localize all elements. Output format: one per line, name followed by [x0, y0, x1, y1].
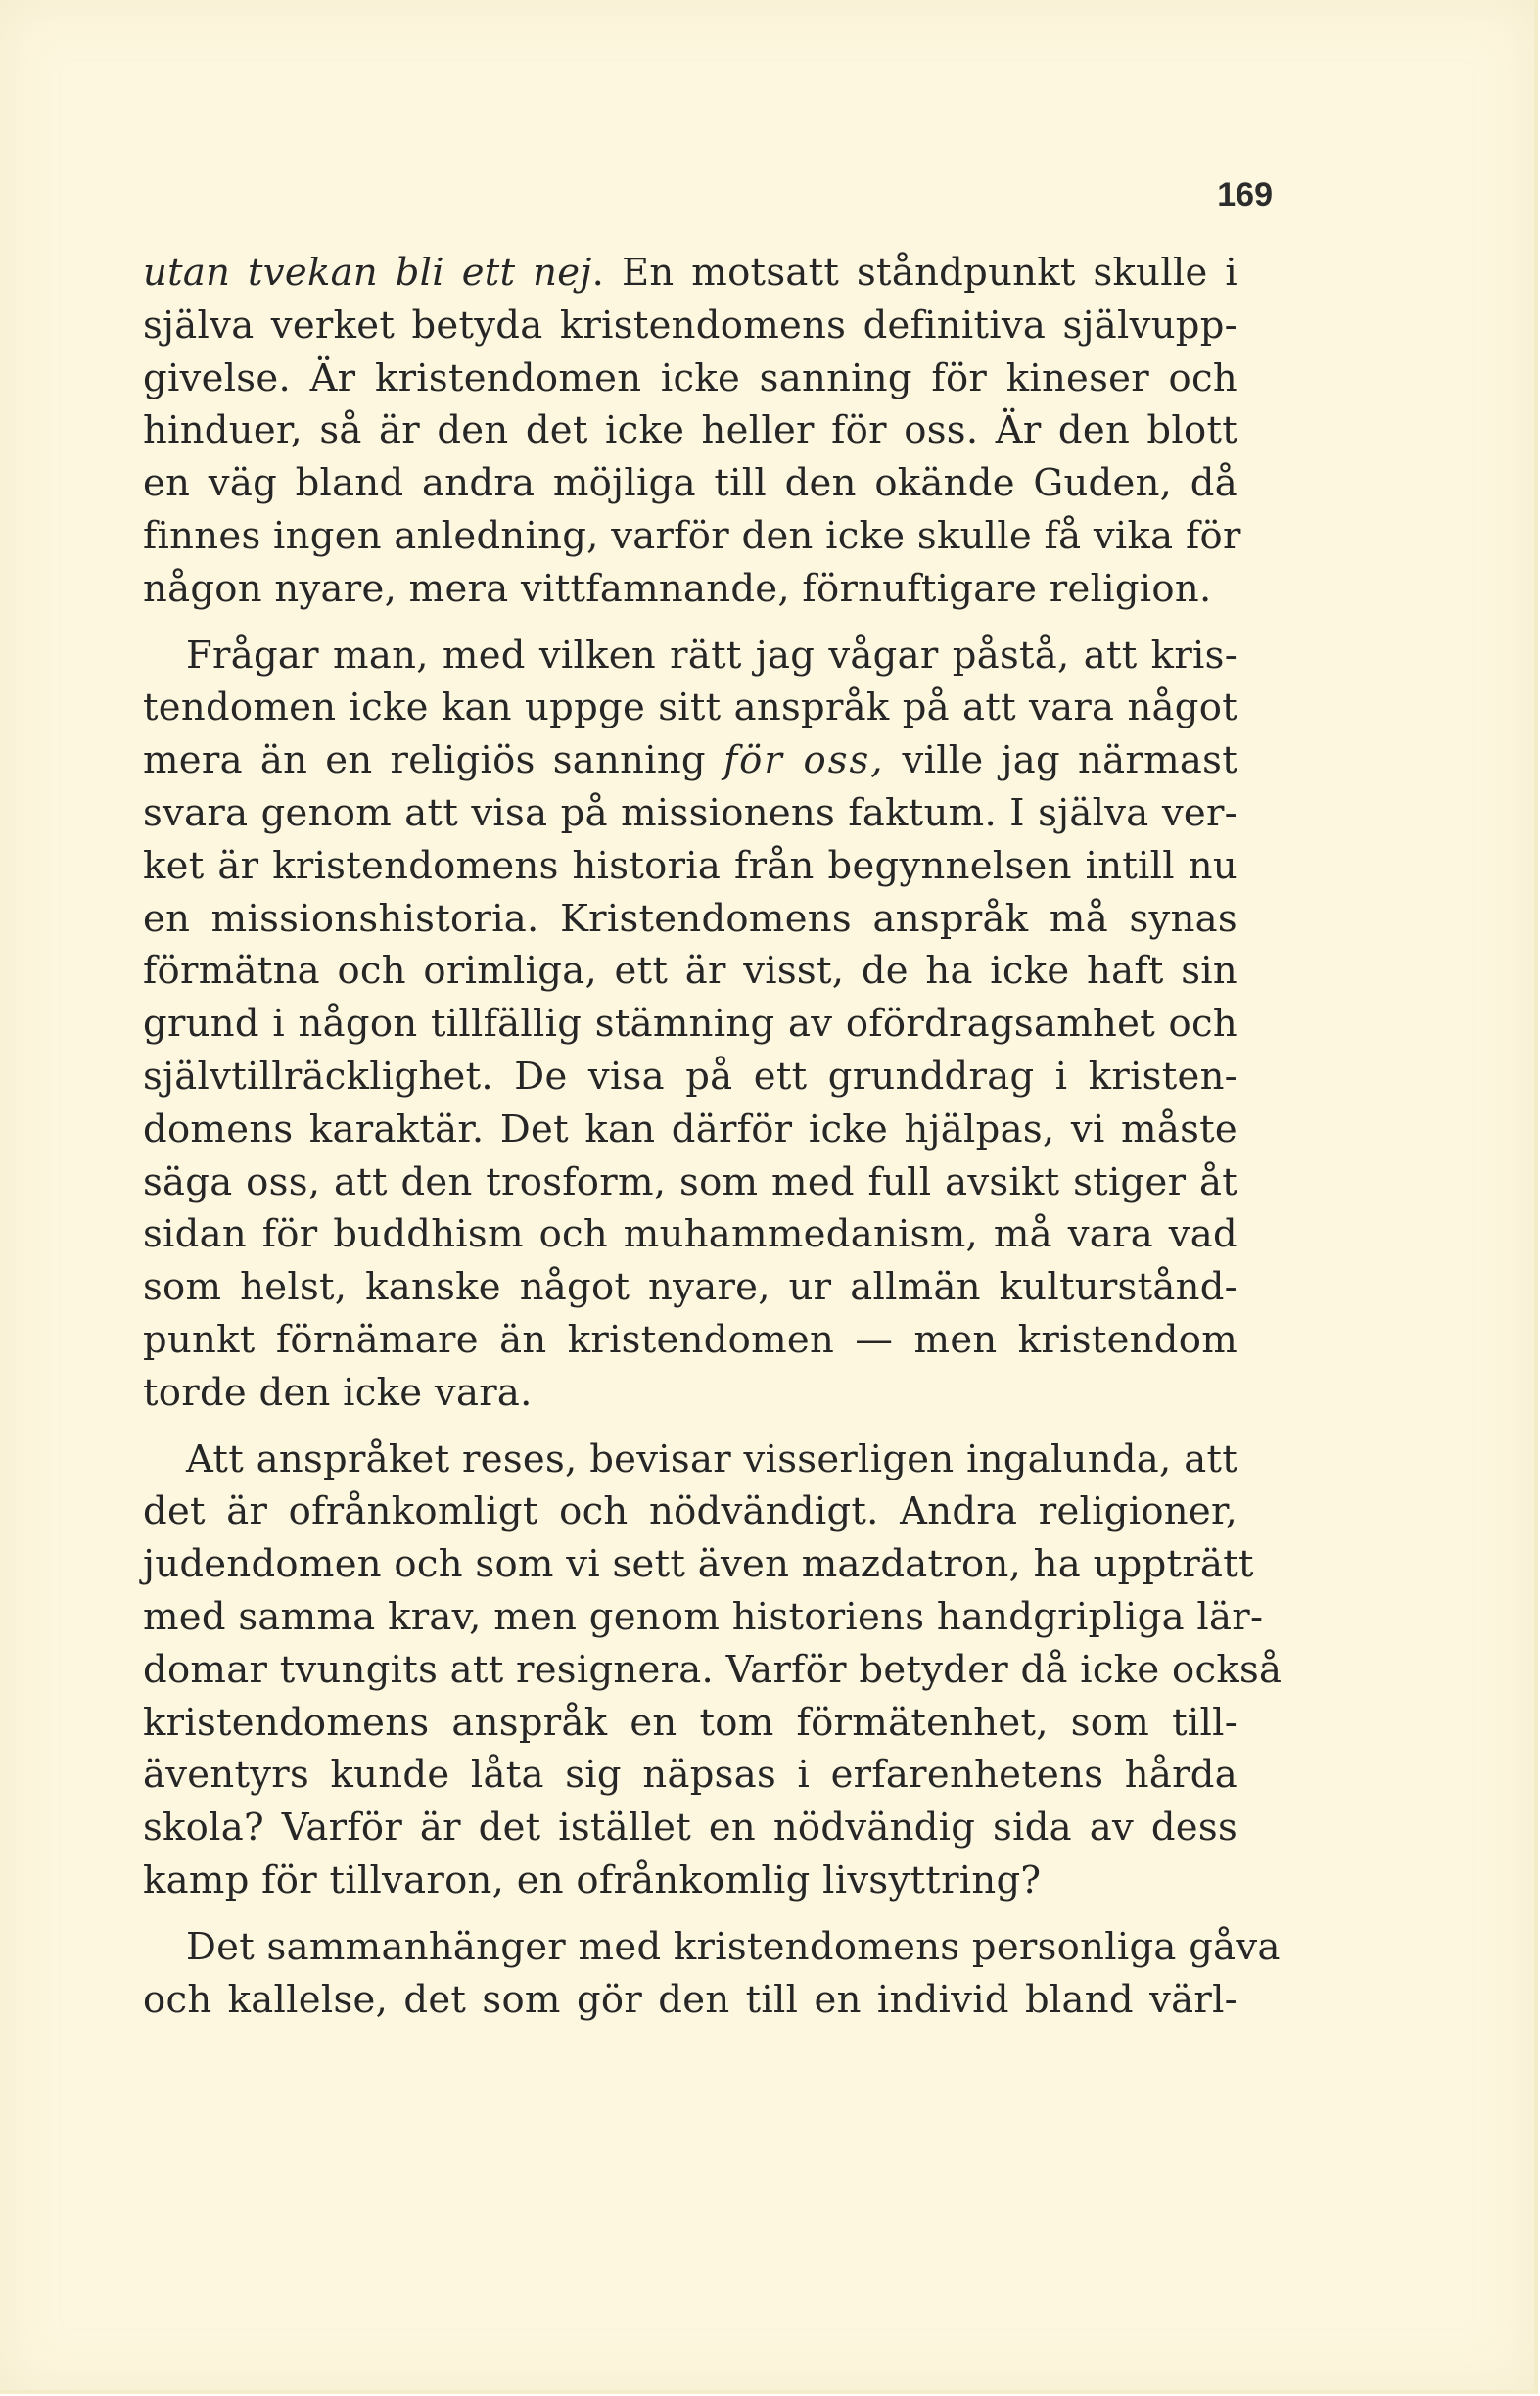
- text-line: [143, 300, 1237, 352]
- text-segment: Att anspråket reses, bevisar visserligen ingalunda, att: [186, 1436, 1237, 1481]
- text-segment: förmätna och orimliga, ett är visst, de ha icke haft sin: [143, 949, 1237, 994]
- text-line: [143, 1051, 1237, 1104]
- text-segment: domens karaktär. Det kan därför icke hjälpas, vi måste: [143, 1106, 1237, 1151]
- text-line: [143, 352, 1237, 405]
- text-line: [143, 1314, 1237, 1367]
- text-line: [143, 630, 1237, 682]
- text-segment: kristendomens anspråk en tom förmätenhet, som till-: [143, 1700, 1237, 1745]
- page-number: 169: [1217, 176, 1273, 213]
- text-segment: äventyrs kunde låta sig näpsas i erfarenhetens hårda: [143, 1753, 1237, 1798]
- text-segment: judendomen och som vi sett även mazdatron, ha uppträtt: [143, 1542, 1254, 1587]
- text-segment: som helst, kanske något nyare, ur allmän kulturstånd-: [143, 1265, 1237, 1310]
- text-line: [143, 1367, 1237, 1420]
- text-segment: en missionshistoria. Kristendomens anspråk må synas: [143, 896, 1237, 941]
- text-segment: det är ofrånkomligt och nödvändigt. Andra religioner,: [143, 1489, 1237, 1534]
- text-segment: finnes ingen anledning, varför den icke skulle få vika för: [143, 513, 1241, 558]
- text-segment: skola? Varför är det istället en nödvändig sida av dess: [143, 1806, 1237, 1851]
- text-line: [143, 840, 1237, 893]
- text-segment: själva verket betyda kristendomens definitiva självupp-: [143, 303, 1237, 348]
- text-line: [143, 1802, 1237, 1855]
- text-segment: givelse. Är kristendomen icke sanning för kineser och: [143, 355, 1237, 400]
- text-line: [143, 1644, 1283, 1697]
- text-segment: . En motsatt ståndpunkt skulle i: [591, 251, 1237, 295]
- text-line: [143, 1104, 1237, 1156]
- text-line: [143, 681, 1237, 734]
- paragraph: [143, 247, 1241, 616]
- text-segment: ville jag närmast: [884, 738, 1237, 783]
- text-line: [143, 563, 1237, 616]
- text-line: [143, 1921, 1281, 1974]
- text-segment: Frågar man, med vilken rätt jag vågar påstå, att kris-: [186, 633, 1237, 678]
- text-segment: en väg bland andra möjliga till den okände Guden, då: [143, 461, 1237, 506]
- text-segment: ket är kristendomens historia från begynnelsen intill nu: [143, 843, 1237, 888]
- text-line: [143, 404, 1237, 457]
- text-line: [143, 247, 1237, 300]
- text-line: [143, 787, 1237, 840]
- text-line: [143, 1974, 1237, 2027]
- paragraph: [143, 1921, 1281, 2027]
- text-line: [143, 893, 1237, 946]
- text-segment: sidan för buddhism och muhammedanism, må vara vad: [143, 1212, 1237, 1257]
- text-line: [143, 1538, 1254, 1591]
- text-segment: svara genom att visa på missionens faktum. I själva ver-: [143, 790, 1237, 835]
- text-line: [143, 1433, 1237, 1486]
- text-line: [143, 1156, 1237, 1209]
- text-line: [143, 510, 1241, 563]
- text-line: [143, 457, 1237, 510]
- text-line: [143, 734, 1237, 787]
- text-line: [143, 945, 1237, 998]
- text-line: [143, 1591, 1264, 1644]
- text-segment: säga oss, att den trosform, som med full avsikt stiger åt: [143, 1159, 1237, 1204]
- paragraph: [143, 630, 1237, 1420]
- text-segment: självtillräcklighet. De visa på ett grunddrag i kristen-: [143, 1054, 1237, 1099]
- italic-text: utan tvekan bli ett nej: [143, 251, 592, 295]
- text-segment: någon nyare, mera vittfamnande, förnuftigare religion.: [143, 566, 1212, 611]
- text-segment: torde den icke vara.: [143, 1370, 533, 1415]
- paragraph-gap: [143, 616, 1237, 630]
- text-line: [143, 1697, 1237, 1750]
- paragraph-gap: [143, 1420, 1237, 1433]
- text-segment: och kallelse, det som gör den till en individ bland värl-: [143, 1977, 1237, 2022]
- paragraph: [143, 1433, 1283, 1907]
- text-line: [143, 1261, 1237, 1314]
- text-segment: hinduer, så är den det icke heller för oss. Är den blott: [143, 408, 1237, 453]
- text-segment: tendomen icke kan uppge sitt anspråk på att vara något: [143, 685, 1237, 730]
- italic-text: för oss,: [723, 738, 885, 783]
- text-line: [143, 1749, 1237, 1802]
- text-segment: Det sammanhänger med kristendomens personliga gåva: [186, 1924, 1281, 1969]
- body-text: [143, 247, 1283, 2026]
- text-segment: grund i någon tillfällig stämning av ofördragsamhet och: [143, 1002, 1237, 1047]
- text-line: [143, 1208, 1237, 1261]
- text-line: [143, 1485, 1237, 1538]
- text-segment: punkt förnämare än kristendomen — men kristendom: [143, 1317, 1237, 1362]
- text-segment: med samma krav, men genom historiens handgripliga lär-: [143, 1594, 1264, 1639]
- text-line: [143, 1855, 1237, 1907]
- text-segment: mera än en religiös sanning: [143, 738, 723, 783]
- text-line: [143, 998, 1237, 1051]
- text-segment: domar tvungits att resignera. Varför betyder då icke också: [143, 1647, 1283, 1692]
- text-segment: kamp för tillvaron, en ofrånkomlig livsyttring?: [143, 1857, 1042, 1903]
- paragraph-gap: [143, 1907, 1237, 1921]
